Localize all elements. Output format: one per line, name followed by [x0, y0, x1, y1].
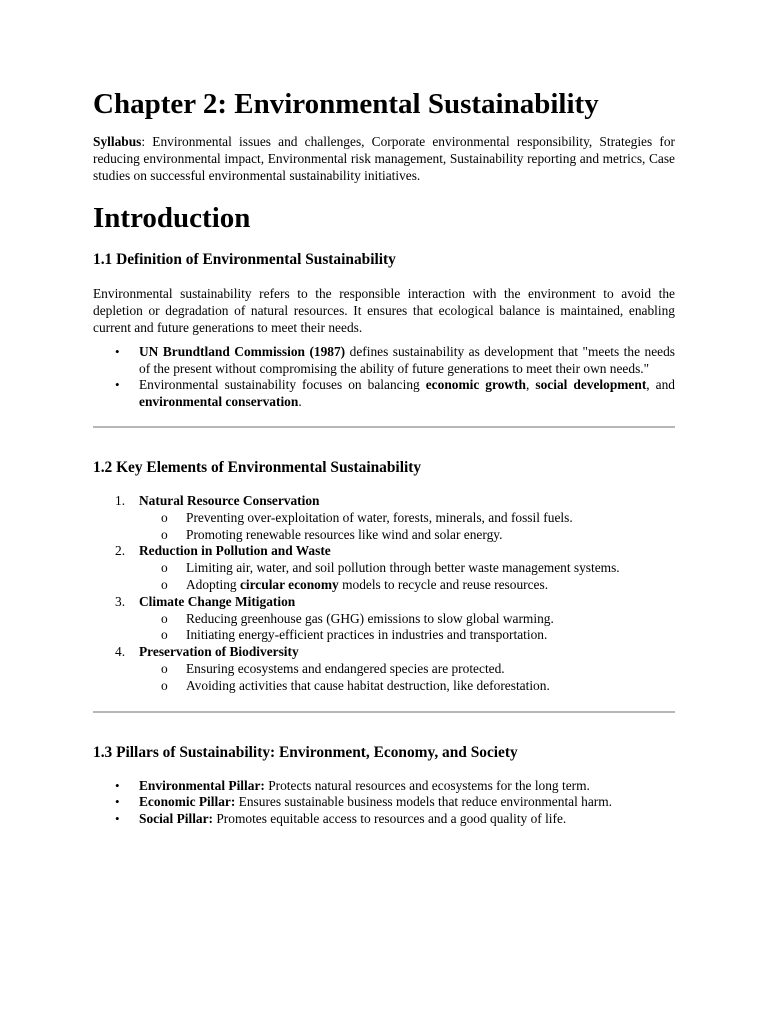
pillar-label: Environmental Pillar:: [139, 777, 265, 793]
bullet-glyph: •: [115, 794, 120, 810]
section-1-2-heading: 1.2 Key Elements of Environmental Sustainability: [93, 458, 422, 476]
sub-item-text: Reducing greenhouse gas (GHG) emissions to slow global warming.: [186, 610, 554, 626]
list-item: [93, 778, 675, 795]
brundtland-text: defines sustainability as development that "meets the needs of the present without compromising the ability of future generations to meet their own needs.": [139, 343, 676, 376]
item-title: Climate Change Mitigation: [139, 593, 296, 609]
definition-paragraph: Environmental sustainability refers to the responsible interaction with the environment to avoid the depletion or degradation of natural resources. It ensures that ecological balance is maintained, enabling current and future generations to meet their needs.: [93, 286, 675, 335]
list-item: [93, 493, 675, 543]
sub-list-item: [139, 510, 675, 527]
syllabus-paragraph: [93, 134, 675, 184]
bullet-glyph: •: [115, 343, 120, 359]
introduction-heading: Introduction: [93, 202, 251, 235]
sub-list: [139, 661, 675, 695]
sub-item-text: Adopting: [186, 576, 240, 592]
environmental-conservation-bold: environmental conservation: [139, 394, 299, 410]
sub-list-item: [139, 527, 675, 544]
sub-item-text: Ensuring ecosystems and endangered species are protected.: [186, 660, 505, 676]
sub-list-item: [139, 661, 675, 678]
syllabus-text: : Environmental issues and challenges, Corporate environmental responsibility, Strategies for reducing environmental impact, Environmental risk management, Sustainability reporting and metrics, Case studies on successful environmental sustainability initiatives.: [93, 134, 675, 183]
sub-bullet-glyph: o: [161, 509, 168, 525]
item-number: 4.: [115, 644, 126, 660]
sub-list: [139, 560, 675, 594]
syllabus-label: Syllabus: [93, 134, 142, 149]
definition-bullet-list: [93, 344, 675, 411]
item-number: 3.: [115, 593, 126, 609]
item-title: Preservation of Biodiversity: [139, 644, 299, 660]
section-1-3-heading: 1.3 Pillars of Sustainability: Environment, Economy, and Society: [93, 743, 518, 761]
item-number: 2.: [115, 543, 126, 559]
pillar-label: Social Pillar:: [139, 811, 214, 827]
bullet-glyph: •: [115, 377, 120, 393]
list-item: [93, 344, 675, 378]
social-development-bold: social development: [535, 377, 647, 393]
item-number: 1.: [115, 492, 126, 508]
sub-item-text: models to recycle and reuse resources.: [338, 576, 549, 592]
period-text: .: [298, 394, 302, 410]
sub-bullet-glyph: o: [161, 526, 168, 542]
section-divider: [93, 711, 675, 713]
sub-list-item: [139, 560, 675, 577]
sub-item-text: Initiating energy-efficient practices in industries and transportation.: [186, 627, 548, 643]
item-title: Natural Resource Conservation: [139, 492, 320, 508]
separator-text: , and: [646, 377, 676, 393]
sub-bullet-glyph: o: [161, 677, 168, 693]
sub-bullet-glyph: o: [161, 660, 168, 676]
separator-text: ,: [525, 377, 536, 393]
sub-item-text: Avoiding activities that cause habitat destruction, like deforestation.: [186, 677, 550, 693]
chapter-title: Chapter 2: Environmental Sustainability: [93, 88, 599, 120]
list-item: [93, 543, 675, 593]
sub-list: [139, 510, 675, 544]
brundtland-bold: UN Brundtland Commission (1987): [139, 343, 346, 359]
list-item: [93, 644, 675, 694]
pillar-text: Ensures sustainable business models that reduce environmental harm.: [235, 794, 613, 810]
sub-bullet-glyph: o: [161, 627, 168, 643]
pillars-bullet-list: [93, 778, 675, 828]
sub-list: [139, 611, 675, 645]
sub-list-item: [139, 577, 675, 594]
sub-bullet-glyph: o: [161, 610, 168, 626]
list-item: [93, 811, 675, 828]
list-item: [93, 594, 675, 644]
document-page: [93, 82, 675, 828]
sub-item-text: Promoting renewable resources like wind and solar energy.: [186, 526, 503, 542]
pillar-text: Protects natural resources and ecosystems for the long term.: [264, 777, 590, 793]
sub-list-item: [139, 678, 675, 695]
pillar-label: Economic Pillar:: [139, 794, 236, 810]
balance-text: Environmental sustainability focuses on balancing: [139, 377, 426, 393]
pillar-text: Promotes equitable access to resources and a good quality of life.: [213, 811, 567, 827]
sub-list-item: [139, 627, 675, 644]
item-title: Reduction in Pollution and Waste: [139, 543, 331, 559]
sub-item-text: Preventing over-exploitation of water, forests, minerals, and fossil fuels.: [186, 509, 573, 525]
sub-bullet-glyph: o: [161, 576, 168, 592]
sub-item-text: Limiting air, water, and soil pollution through better waste management systems.: [186, 560, 620, 576]
key-elements-list: [93, 493, 675, 695]
list-item: [93, 794, 675, 811]
section-1-1-heading: 1.1 Definition of Environmental Sustainability: [93, 251, 396, 269]
list-item: [93, 377, 675, 411]
circular-economy-bold: circular economy: [239, 576, 339, 592]
section-divider: [93, 426, 675, 428]
bullet-glyph: •: [115, 777, 120, 793]
bullet-glyph: •: [115, 811, 120, 827]
economic-growth-bold: economic growth: [425, 377, 526, 393]
sub-bullet-glyph: o: [161, 560, 168, 576]
sub-list-item: [139, 611, 675, 628]
